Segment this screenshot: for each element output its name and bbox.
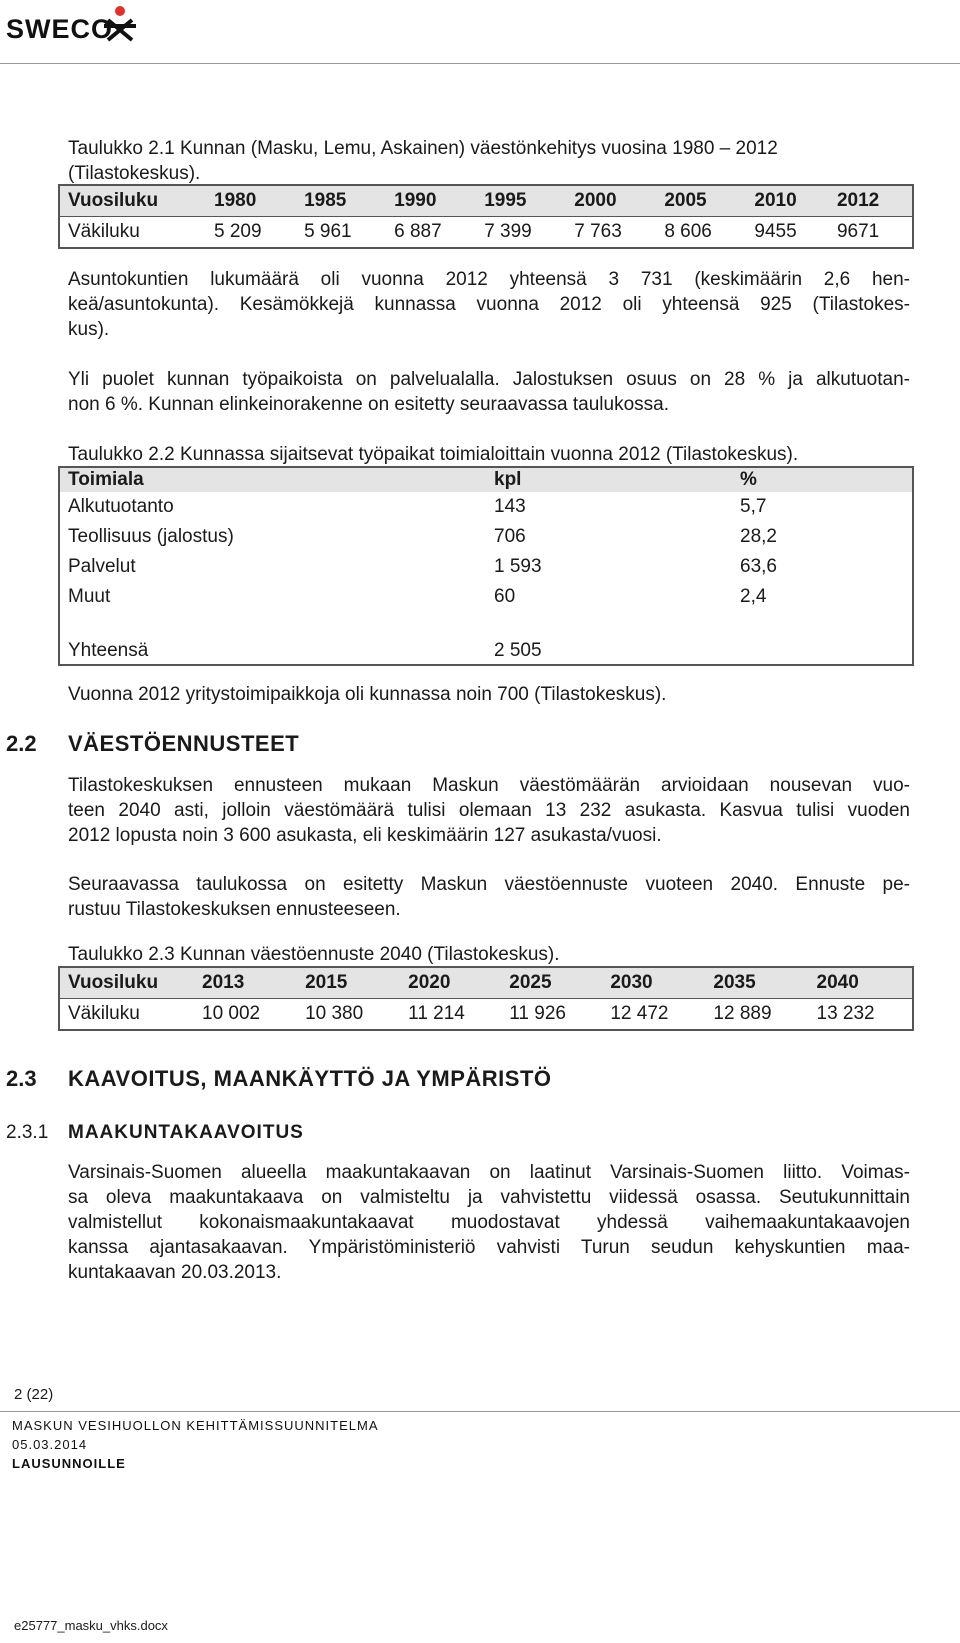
table-cell: 706 xyxy=(494,526,526,547)
population-forecast-table xyxy=(58,966,914,1031)
table-cell: 60 xyxy=(494,586,516,607)
regional-plan-paragraph: Varsinais-Suomen alueella maakuntakaavan on laatinut Varsinais-Suomen liitto. Voimas- sa oleva maakuntakaava on valmisteltu ja vahvistettu viidessä osassa. Seutukunnittain valmistellut kokonaismaakuntakaavat muodostavat yhdessä vaihemaakuntakaavojen kanssa ajantasakaavan. Ympäristöministeriö vahvisti Turun seudun kehyskuntien maa- kuntakaavan 20.03.2013. xyxy=(68,1162,910,1283)
sweco-logo-icon xyxy=(100,4,140,46)
table-cell: 9455 xyxy=(754,221,797,242)
table-cell: 5,7 xyxy=(740,496,767,517)
table-cell: Muut xyxy=(68,586,111,607)
table-cell: 2,4 xyxy=(740,586,767,607)
table-cell: 2025 xyxy=(501,967,602,999)
table-cell: 1980 xyxy=(206,185,296,217)
table-cell: 7 763 xyxy=(574,221,622,242)
employment-paragraph: Yli puolet kunnan työpaikoista on palvelualalla. Jalostuksen osuus on 28 % ja alkutuotan- non 6 %. Kunnan elinkeinorakenne on esitetty seuraavassa taulukossa. xyxy=(68,369,910,415)
footer-filename: e25777_masku_vhks.docx xyxy=(14,1618,168,1633)
table-cell: Toimiala xyxy=(59,467,486,492)
table-cell: 10 380 xyxy=(305,1003,364,1024)
table-cell: 6 887 xyxy=(394,221,442,242)
footer-divider xyxy=(0,1411,960,1412)
page-number: 2 (22) xyxy=(14,1386,54,1403)
table-header-row xyxy=(59,185,913,217)
section-number: 2.3 xyxy=(6,1066,37,1091)
table-cell: 5 961 xyxy=(304,221,352,242)
sweco-logo-text: SWECO xyxy=(6,14,114,44)
table-cell: Alkutuotanto xyxy=(68,496,174,517)
table-cell: kpl xyxy=(486,467,732,492)
table-cell: 1985 xyxy=(296,185,386,217)
table-cell: 5 209 xyxy=(214,221,262,242)
business-locations-paragraph: Vuonna 2012 yritystoimipaikkoja oli kunnassa noin 700 (Tilastokeskus). xyxy=(68,684,667,705)
table-cell: 2 505 xyxy=(494,640,542,661)
table-cell: 9671 xyxy=(836,221,880,242)
households-paragraph: Asuntokuntien lukumäärä oli vuonna 2012 yhteensä 3 731 (keskimäärin 2,6 hen- keä/asuntokunta). Kesämökkejä kunnassa vuonna 2012 oli yhteensä 925 (Tilastokes- kus). xyxy=(68,269,910,340)
forecast-paragraph: Tilastokeskuksen ennusteen mukaan Maskun väestömäärän arvioidaan nousevan vuo- teen 2040 asti, jolloin väestömäärä tulisi olemaan 13 232 asukasta. Kasvua tulisi vuoden 2012 lopusta noin 3 600 asukasta, eli keskimäärin 127 asukasta/vuosi. xyxy=(68,775,910,846)
table-cell: 2005 xyxy=(656,185,746,217)
footer-document-title: MASKUN VESIHUOLLON KEHITTÄMISSUUNNITELMA xyxy=(12,1418,379,1433)
table-cell: % xyxy=(732,467,913,492)
table-row xyxy=(59,492,913,522)
table-cell: 10 002 xyxy=(202,1003,261,1024)
table2-caption: Taulukko 2.2 Kunnassa sijaitsevat työpaikat toimialoittain vuonna 2012 (Tilastokeskus). xyxy=(68,444,799,465)
table-cell: 1990 xyxy=(386,185,476,217)
forecast-intro-paragraph: Seuraavassa taulukossa on esitetty Maskun väestöennuste vuoteen 2040. Ennuste pe- rustuu Tilastokeskuksen ennusteeseen. xyxy=(68,874,910,920)
table-cell: Teollisuus (jalostus) xyxy=(68,526,234,547)
table-cell: 63,6 xyxy=(740,556,777,577)
header-divider xyxy=(0,63,960,64)
footer-status: LAUSUNNOILLE xyxy=(12,1456,126,1471)
table-row xyxy=(59,217,913,249)
table-cell: 7 399 xyxy=(484,221,532,242)
table-cell: 13 232 xyxy=(816,1003,875,1024)
table-cell: Väkiluku xyxy=(68,221,140,242)
table-cell: 2000 xyxy=(566,185,656,217)
table-cell: 11 926 xyxy=(509,1003,566,1024)
table-row xyxy=(59,582,913,612)
table-cell: Vuosiluku xyxy=(59,967,194,999)
table1-caption: Taulukko 2.1 Kunnan (Masku, Lemu, Askainen) väestönkehitys vuosina 1980 – 2012 (Tilastokeskus). xyxy=(68,138,778,184)
table-header-row xyxy=(59,467,913,492)
table-cell: Palvelut xyxy=(68,556,136,577)
section-title: KAAVOITUS, MAANKÄYTTÖ JA YMPÄRISTÖ xyxy=(68,1066,552,1091)
table-cell xyxy=(732,612,913,665)
table-row xyxy=(59,522,913,552)
section-number: 2.2 xyxy=(6,731,37,756)
table-cell: 2020 xyxy=(400,967,501,999)
subsection-title: MAAKUNTAKAAVOITUS xyxy=(68,1122,304,1143)
table-row xyxy=(59,552,913,582)
jobs-by-sector-table xyxy=(58,466,914,666)
table-cell: 28,2 xyxy=(740,526,777,547)
table-cell: Vuosiluku xyxy=(59,185,206,217)
table-cell: Väkiluku xyxy=(68,1003,140,1024)
table-cell: 2015 xyxy=(297,967,400,999)
table-cell: 12 889 xyxy=(713,1003,772,1024)
table-cell: 12 472 xyxy=(610,1003,669,1024)
table-cell: 2010 xyxy=(746,185,829,217)
table-cell: 2035 xyxy=(705,967,808,999)
table-cell: 8 606 xyxy=(664,221,712,242)
table-cell: 1 593 xyxy=(494,556,542,577)
table-total-row xyxy=(59,612,913,665)
table-cell: 2012 xyxy=(829,185,913,217)
table-cell: 2030 xyxy=(602,967,705,999)
table-cell: 2040 xyxy=(809,967,914,999)
table-cell: Yhteensä xyxy=(68,640,149,661)
table-cell: 1995 xyxy=(476,185,566,217)
footer-date: 05.03.2014 xyxy=(12,1437,88,1452)
table3-caption: Taulukko 2.3 Kunnan väestöennuste 2040 (Tilastokeskus). xyxy=(68,944,560,965)
table-cell: 11 214 xyxy=(408,1003,465,1024)
subsection-number: 2.3.1 xyxy=(6,1122,49,1143)
table-row xyxy=(59,999,913,1031)
population-history-table xyxy=(58,184,914,249)
table-cell: 2013 xyxy=(194,967,297,999)
table-cell: 143 xyxy=(494,496,526,517)
section-title: VÄESTÖENNUSTEET xyxy=(68,731,300,756)
table-header-row xyxy=(59,967,913,999)
